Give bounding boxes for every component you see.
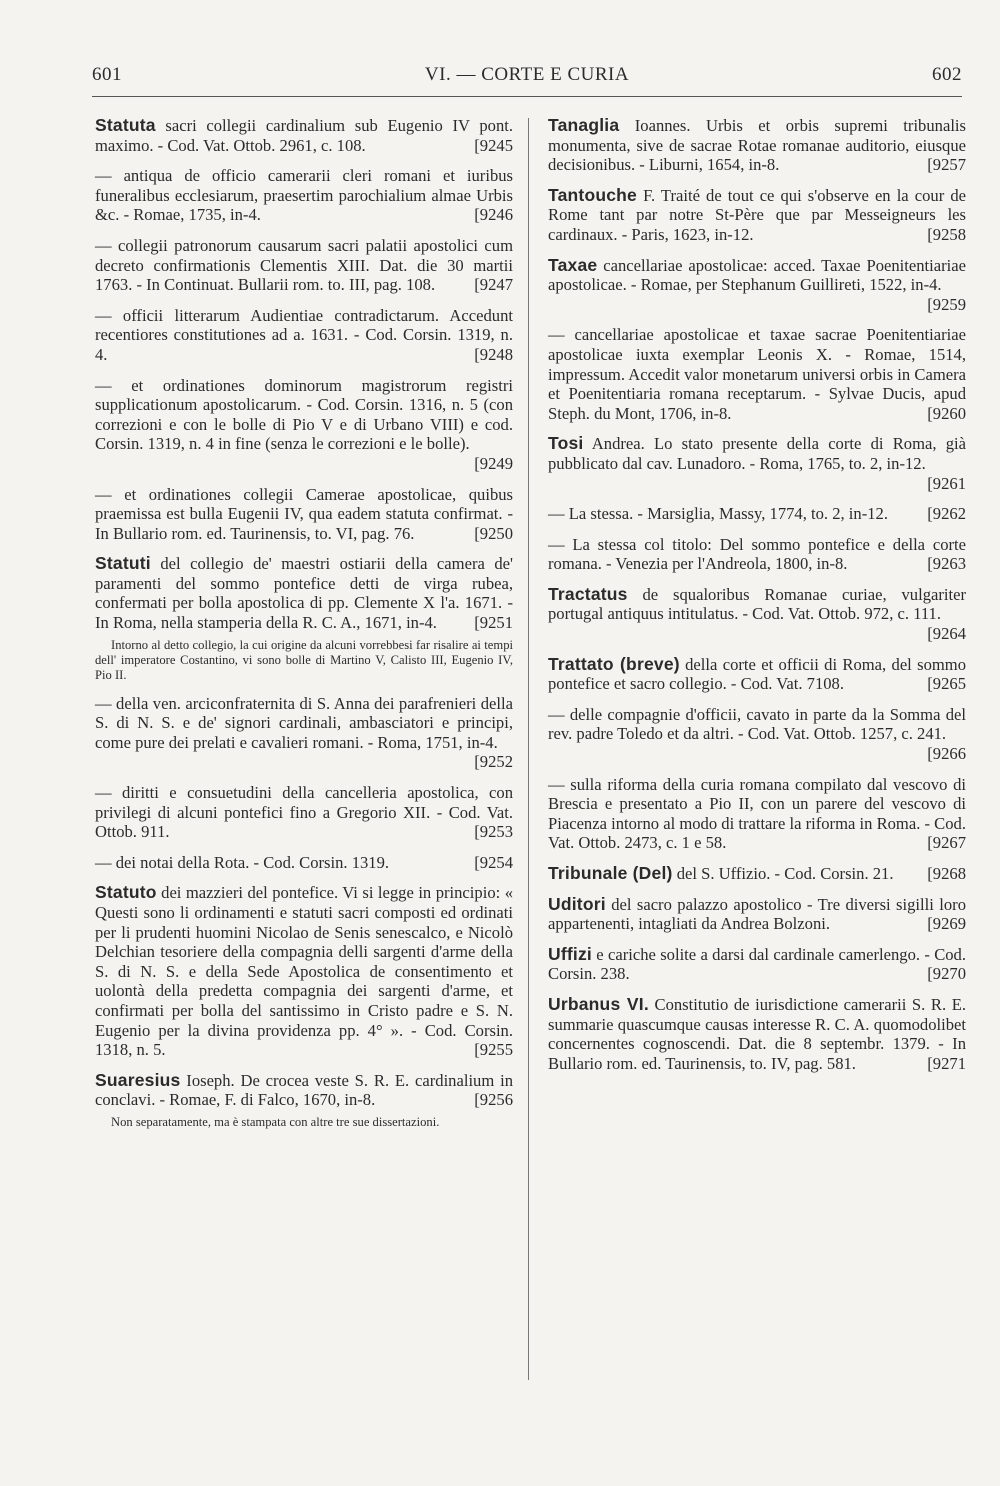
entry-text: Andrea. Lo stato presente della corte di Roma, già pubblicato dal cav. Lunadoro. - Roma, 1765, to. 2, in-12.: [548, 434, 966, 473]
entry-headword: Tantouche: [548, 184, 637, 205]
bibliography-entry: [95, 485, 513, 544]
bibliography-entry: [548, 655, 966, 694]
bibliography-entry: [95, 853, 513, 873]
entry-text: della corte et officii di Roma, del sommo pontefice et sacro collegio. - Cod. Vat. 7108.: [548, 654, 967, 694]
entry-text: — La stessa col titolo: Del sommo pontefice e della corte romana. - Venezia per l'Andreola, 1800, in-8.: [548, 534, 966, 574]
entry-note: Intorno al detto collegio, la cui origine da alcuni vorrebbesi far risalire ai tempi dell' imperatore Costantino, vi sono bolle di Martino V, Calisto III, Eugenio IV, Pio II.: [95, 637, 513, 682]
left-column: [95, 116, 513, 1141]
entry-number: [9247: [474, 275, 513, 295]
entry-headword: Urbanus VI.: [548, 993, 649, 1014]
right-column: [548, 116, 966, 1084]
entry-headword: Statuti: [95, 553, 151, 574]
entry-number: [9251: [474, 613, 513, 633]
entry-text: F. Traité de tout ce qui s'observe en la cour de Rome tant par notre St-Père que par Messeigneurs les cardinaux. - Paris, 1623, in-12.: [548, 185, 966, 244]
entry-number: [9252: [474, 752, 513, 772]
bibliography-entry: [95, 783, 513, 842]
entry-number: [9269: [927, 914, 966, 934]
bibliography-entry: [95, 116, 513, 155]
entry-text: Ioannes. Urbis et orbis supremi tribunalis monumenta, sive de sacrae Rotae romanae auditorio, eiusque decisionibus. - Liburni, 1654, in-8.: [548, 116, 966, 175]
entry-headword: Tribunale (Del): [548, 863, 673, 883]
entry-number: [9250: [474, 523, 513, 543]
entry-number: [9257: [927, 155, 966, 175]
entry-note: Non separatamente, ma è stampata con altre tre sue dissertazioni.: [111, 1114, 440, 1129]
entry-number: [9270: [927, 964, 966, 984]
entry-text: — sulla riforma della curia romana compilato dal vescovo di Brescia e presentato a Pio II, con un parere del vescovo di Piacenza intorno al modo di trattare la riforma in Roma. - Cod. Vat. Ottob. 2473, c. 1 e 58.: [548, 774, 966, 853]
bibliography-entry: [548, 585, 966, 644]
running-title: VI. — CORTE E CURIA: [424, 64, 630, 85]
bibliography-entry: [95, 306, 513, 365]
entry-headword: Taxae: [548, 254, 598, 275]
entry-number: [9258: [927, 224, 966, 244]
entry-text: del S. Uffizio. - Cod. Corsin. 21.: [672, 864, 894, 883]
bibliography-entry: [95, 166, 513, 225]
entry-text: cancellariae apostolicae: acced. Taxae Poenitentiariae apostolicae. - Romae, per Stephanum Guillireti, 1522, in-4.: [548, 255, 966, 295]
entry-number: [9253: [474, 822, 513, 842]
bibliography-entry: [95, 376, 513, 474]
bibliography-entry: [548, 116, 966, 175]
entry-text: — delle compagnie d'officii, cavato in parte da la Somma del rev. padre Toledo et da altri. - Cod. Vat. Ottob. 1257, c. 241.: [548, 704, 966, 744]
entry-text: — dei notai della Rota. - Cod. Corsin. 1319.: [95, 852, 390, 872]
entry-number: [9260: [927, 403, 966, 423]
entry-text: — antiqua de officio camerarii cleri romani et iuribus funeralibus ecclesiarum, praesertim parochialium almae Urbis &c. - Romae, 1735, in-4.: [95, 166, 513, 225]
entry-text: — officii litterarum Audientiae contradictarum. Accedunt recentiores constitutiones ad a. 1631. - Cod. Corsin. 1319, n. 4.: [95, 305, 513, 364]
entry-number: [9248: [474, 344, 513, 364]
entry-text: — della ven. arciconfraternita di S. Anna dei parafrenieri della S. di N. S. e de' signori cardinali, ambasciatori e principi, come pure dei prelati e cavalieri romani. - Roma, 1751, in-4.: [95, 693, 513, 752]
bibliography-entry: [95, 883, 513, 1059]
page-number-right: 602: [932, 64, 962, 85]
entry-number: [9264: [927, 624, 966, 644]
entry-number: [9259: [927, 294, 966, 314]
entry-number: [9245: [474, 135, 513, 155]
entry-text: — et ordinationes dominorum magistrorum registri supplicationum apostolicarum. - Cod. Corsin. 1316, n. 5 (con correzioni e con le bolle di Pio V e di Urbano VIII) e cod. Corsin. 1319, n. 4 in fine (senza le correzioni e le bolle).: [95, 375, 513, 454]
bibliography-entry: [548, 864, 966, 884]
entry-number: [9265: [927, 674, 966, 694]
entry-number: [9266: [927, 744, 966, 764]
entry-headword: Suaresius: [95, 1069, 181, 1090]
entry-headword: Tanaglia: [548, 115, 620, 135]
entry-text: — diritti e consuetudini della cancelleria apostolica, con privilegi di alcuni pontefici fino a Gregorio XII. - Cod. Vat. Ottob. 911.: [95, 783, 513, 842]
entry-number: [9268: [927, 864, 966, 883]
bibliography-entry: [95, 1071, 513, 1110]
bibliography-entry: [548, 995, 966, 1073]
bibliography-entry: [548, 945, 966, 984]
entry-headword: Tosi: [548, 433, 584, 454]
entry-number: [9246: [474, 205, 513, 225]
bibliography-entry: [548, 895, 966, 934]
entry-number: [9271: [927, 1053, 966, 1073]
entry-text: — collegii patronorum causarum sacri palatii apostolici cum decreto confirmationis Clementis XIII. Dat. die 30 martii 1763. - In Continuat. Bullarii rom. to. III, pag. 108.: [95, 235, 513, 295]
bibliography-entry: [548, 775, 966, 853]
entry-text: dei mazzieri del pontefice. Vi si legge in principio: « Questi sono li ordinamenti e statuti sacri composti ed ordinati per li prudenti huomini Nicolao de Senis senescalco, e Nicolò Delchian tesoriere della compagnia delli sargenti d'arme della S. di N. S. e della Sede Apostolica de consentimento et uolontà della predetta compagnia dei sargenti d'arme, et confirmati per bolla del santissimo in Cristo padre e S. N. Eugenio per la divina providenza pp. 4° ». - Cod. Corsin. 1318, n. 5.: [95, 883, 513, 1060]
entry-text: sacri collegii cardinalium sub Eugenio IV pont. maximo. - Cod. Vat. Ottob. 2961, c. 108.: [95, 116, 513, 155]
bibliography-entry: [548, 705, 966, 764]
entry-text: — La stessa. - Marsiglia, Massy, 1774, to. 2, in-12.: [548, 504, 888, 524]
entry-headword: Statuta: [95, 115, 156, 135]
bibliography-entry: [548, 186, 966, 245]
entry-headword: Tractatus: [548, 583, 628, 604]
entry-text: del sacro palazzo apostolico - Tre diversi sigilli loro appartenenti, intagliati da Andrea Bolzoni.: [548, 894, 966, 934]
bibliography-entry: [95, 236, 513, 295]
entry-text: e cariche solite a darsi dal cardinale camerlengo. - Cod. Corsin. 238.: [548, 944, 966, 984]
entry-number: [9249: [474, 453, 513, 473]
entry-headword: Statuto: [95, 882, 157, 903]
entry-headword: Trattato (breve): [548, 653, 680, 674]
column-divider: [528, 118, 529, 1380]
bibliography-entry: [548, 325, 966, 423]
bibliography-entry: [548, 256, 966, 315]
entry-text: — et ordinationes collegii Camerae apostolicae, quibus praemissa est bulla Eugenii IV, qua eadem statuta confirmat. - In Bullario rom. ed. Taurinensis, to. VI, pag. 76.: [95, 484, 513, 543]
bibliography-entry: [95, 694, 513, 772]
entry-headword: Uditori: [548, 893, 606, 914]
entry-number: [9263: [927, 554, 966, 574]
bibliography-entry: [548, 504, 966, 524]
page-number-left: 601: [92, 64, 122, 85]
entry-number: [9262: [927, 504, 966, 524]
entry-headword: Uffizi: [548, 943, 592, 964]
bibliography-entry: [548, 434, 966, 493]
entry-text: Ioseph. De crocea veste S. R. E. cardinalium in conclavi. - Romae, F. di Falco, 1670, in-8.: [95, 1070, 513, 1110]
entry-text: — cancellariae apostolicae et taxae sacrae Poenitentiariae apostolicae iuxta exemplar Leonis X. - Romae, 1514, impressum. Accedit valor monetarum universi orbis in Camera et Poenitentiaria romana receptarum. - Sylvae Ducis, apud Steph. du Mont, 1706, in-8.: [548, 325, 966, 423]
entry-number: [9261: [927, 473, 966, 493]
entry-number: [9254: [474, 852, 513, 872]
entry-text: de squaloribus Romanae curiae, vulgariter portugal antiquus intitulatus. - Cod. Vat. Ottob. 972, c. 111.: [548, 584, 966, 624]
entry-number: [9267: [927, 833, 966, 853]
header-rule: [92, 96, 962, 97]
entry-number: [9256: [474, 1090, 513, 1110]
page-header: [92, 64, 962, 94]
entry-text: del collegio de' maestri ostiarii della camera de' paramenti del sommo pontefice detti de virga rubea, confermati per bolla apostolica di pp. Clemente X l'a. 1671. - In Roma, nella stamperia della R. C. A., 1671, in-4.: [95, 554, 513, 633]
bibliography-entry: [548, 535, 966, 574]
bibliography-entry: [95, 554, 513, 632]
entry-text: Constitutio de iurisdictione camerarii S. R. E. summarie quascumque causas interesse R. C. A. quomodolibet concernentes cognoscendi. Dat. die 8 septembr. 1379. - In Bullario rom. ed. Taurinensis, to. IV, pag. 581.: [548, 994, 967, 1073]
entry-number: [9255: [474, 1040, 513, 1060]
